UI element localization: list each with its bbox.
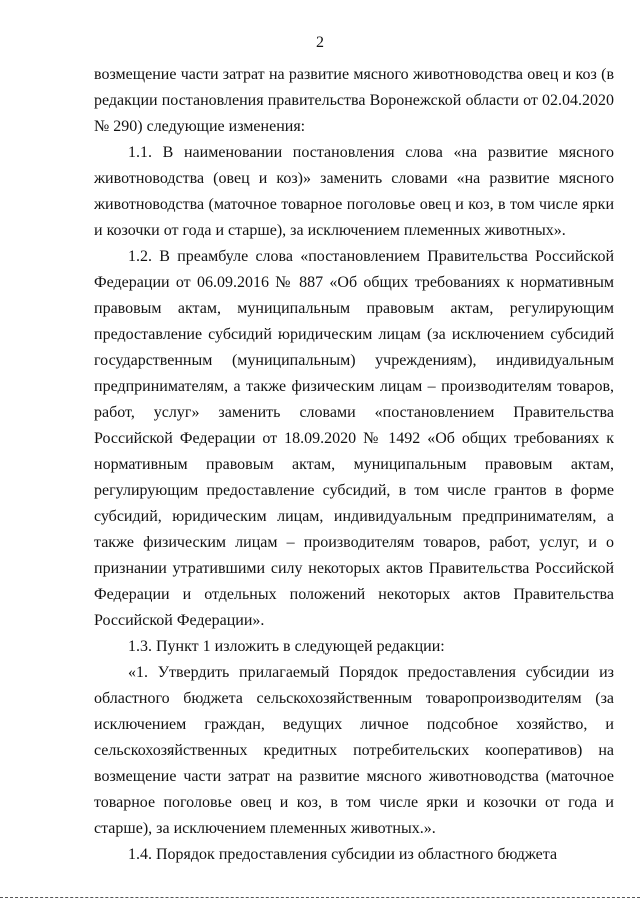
document-body — [94, 62, 614, 868]
page-number: 2 — [316, 34, 324, 51]
paragraph-1-3: 1.3. Пункт 1 изложить в следующей редакции: — [128, 638, 445, 655]
paragraph-1-1: 1.1. В наименовании постановления слова «на развитие мясного животноводства (овец и коз)» заменить словами «на развитие мясного животноводства (маточное товарное поголовье овец и коз, в том числе ярки и козочки от года и старше), за исключением племенных животных». — [94, 144, 614, 239]
paragraph-1-2: 1.2. В преамбуле слова «постановлением Правительства Российской Федерации от 06.09.2016 № 887 «Об общих требованиях к нормативным правовым актам, муниципальным правовым актам, регулирующим предоставление субсидий юридическим лицам (за исключением субсидий государственным (муниципальным) учреждениям), индивидуальным предпринимателям, а также физическим лицам – производителям товаров, работ, услуг» заменить словами «постановлением Правительства Российской Федерации от 18.09.2020 № 1492 «Об общих требованиях к нормативным правовым актам, муниципальным правовым актам, регулирующим предоставление субсидий, в том числе грантов в форме субсидий, юридическим лицам, индивидуальным предпринимателям, а также физическим лицам – производителям товаров, работ, услуг, и о признании утратившими силу некоторых актов Правительства Российской Федерации и отдельных положений некоторых актов Правительства Российской Федерации». — [94, 248, 614, 629]
paragraph-quoted-item-1: «1. Утвердить прилагаемый Порядок предоставления субсидии из областного бюджета сельскохозяйственным товаропроизводителям (за исключением граждан, ведущих личное подсобное хозяйство, и сельскохозяйственных кредитных потребительских кооперативов) на возмещение части затрат на развитие мясного животноводства (маточное товарное поголовье овец и коз, в том числе ярки и козочки от года и старше), за исключением племенных животных.». — [94, 664, 614, 837]
bottom-edge-line — [0, 897, 640, 898]
paragraph-1-4: 1.4. Порядок предоставления субсидии из областного бюджета — [128, 846, 558, 863]
paragraph-continuation: возмещение части затрат на развитие мясного животноводства овец и коз (в редакции постановления правительства Воронежской области от 02.04.2020 № 290) следующие изменения: — [94, 66, 614, 135]
